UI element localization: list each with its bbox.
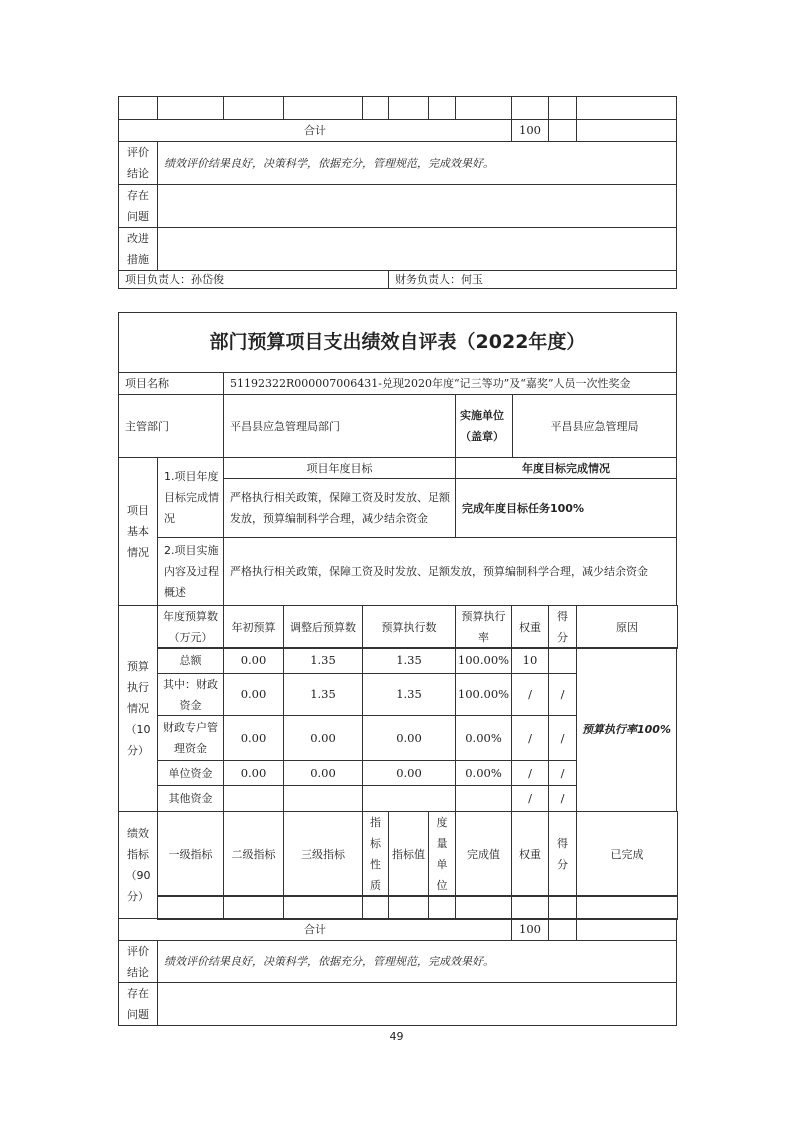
dept-value: 平昌县应急管理局部门 (223, 394, 456, 458)
budget-cell-executed: 0.00 (362, 715, 456, 761)
impl-label: 实施单位（盖章） (455, 394, 513, 458)
budget-cell-adjusted (283, 785, 363, 812)
budget-cell-initial: 0.00 (223, 647, 284, 674)
completion-text: 完成年度目标任务100% (455, 478, 677, 538)
empty-cell (388, 96, 429, 120)
empty-cell (283, 96, 363, 120)
total-weight: 100 (511, 119, 549, 142)
eval-text: 绩效评价结果良好，决策科学，依据充分，管理规范，完成效果好。 (157, 141, 677, 185)
budget-cell-adjusted: 1.35 (283, 673, 363, 716)
perf-header-7: 权重 (511, 811, 549, 897)
budget-cell-weight: 10 (511, 647, 549, 674)
problems-label: 存在问题 (118, 184, 158, 228)
budget-cell-executed: 0.00 (362, 760, 456, 786)
perf-header-1: 二级指标 (223, 811, 284, 897)
budget-cell-weight: / (511, 785, 549, 812)
goal-text: 严格执行相关政策，保障工资及时发放、足额发放，预算编制科学合理，减少结余资金 (223, 478, 456, 538)
perf-header-3: 指标性质 (362, 811, 389, 897)
finance-lead: 财务负责人：何玉 (388, 270, 677, 289)
budget-header-adjusted: 调整后预算数 (283, 605, 363, 649)
form-eval-label: 评价结论 (118, 940, 158, 983)
budget-cell-name: 财政专户管理资金 (157, 715, 224, 761)
budget-cell-adjusted: 0.00 (283, 760, 363, 786)
budget-cell-score: / (548, 785, 577, 812)
budget-cell-executed (362, 785, 456, 812)
form-problems-label: 存在问题 (118, 982, 158, 1026)
form-total-weight: 100 (511, 918, 549, 941)
budget-cell-name: 总额 (157, 647, 224, 674)
form-total-reason (576, 918, 677, 941)
improve-label: 改进措施 (118, 227, 158, 271)
perf-empty-cell (223, 895, 284, 920)
form-total-score (548, 918, 577, 941)
total-label: 合计 (118, 119, 512, 142)
project-lead: 项目负责人：孙岱俊 (118, 270, 389, 289)
budget-cell-executed: 1.35 (362, 647, 456, 674)
dept-label: 主管部门 (118, 394, 224, 458)
budget-cell-weight: / (511, 715, 549, 761)
budget-cell-adjusted: 1.35 (283, 647, 363, 674)
budget-cell-rate: 0.00% (455, 760, 512, 786)
form-eval-text: 绩效评价结果良好，决策科学，依据充分，管理规范，完成效果好。 (157, 940, 677, 983)
budget-reason: 预算执行率100% (576, 647, 677, 812)
budget-cell-rate: 0.00% (455, 715, 512, 761)
budget-header-executed: 预算执行数 (362, 605, 456, 649)
budget-header-rate: 预算执行率 (455, 605, 512, 649)
budget-cell-name: 其他资金 (157, 785, 224, 812)
goal-label: 1.项目年度目标完成情况 (157, 457, 224, 538)
budget-cell-weight: / (511, 760, 549, 786)
budget-cell-score: / (548, 760, 577, 786)
perf-header-0: 一级指标 (157, 811, 224, 897)
budget-cell-rate: 100.00% (455, 647, 512, 674)
empty-cell (455, 96, 512, 120)
budget-cell-score: / (548, 715, 577, 761)
perf-header-8: 得分 (548, 811, 577, 897)
budget-header-initial: 年初预算 (223, 605, 284, 649)
empty-cell (362, 96, 389, 120)
impl-value: 平昌县应急管理局 (512, 394, 677, 458)
budget-cell-initial: 0.00 (223, 760, 284, 786)
problems-text (157, 184, 677, 228)
basic-label: 项目基本情况 (118, 457, 158, 606)
completion-header: 年度目标完成情况 (455, 457, 677, 479)
perf-empty-cell (157, 895, 224, 920)
perf-empty-cell (455, 895, 512, 920)
improve-text (157, 227, 677, 271)
project-name-label: 项目名称 (118, 372, 224, 395)
budget-cell-rate (455, 785, 512, 812)
budget-cell-initial: 0.00 (223, 673, 284, 716)
budget-header-year: 年度预算数（万元） (157, 605, 224, 649)
page-number: 49 (389, 1030, 404, 1043)
budget-label: 预算执行情况（10分） (118, 605, 158, 812)
budget-cell-name: 其中：财政资金 (157, 673, 224, 716)
budget-header-weight: 权重 (511, 605, 549, 649)
perf-header-5: 度量单位 (428, 811, 456, 897)
perf-empty-cell (576, 895, 678, 920)
budget-cell-initial: 0.00 (223, 715, 284, 761)
form-problems-text (157, 982, 677, 1026)
perf-header-2: 三级指标 (283, 811, 363, 897)
budget-cell-executed: 1.35 (362, 673, 456, 716)
empty-cell (511, 96, 549, 120)
perf-empty-cell (511, 895, 549, 920)
budget-header-score: 得分 (548, 605, 577, 649)
empty-cell (223, 96, 284, 120)
perf-empty-cell (283, 895, 363, 920)
empty-cell (118, 96, 158, 120)
perf-header-9: 已完成 (576, 811, 678, 897)
budget-cell-adjusted: 0.00 (283, 715, 363, 761)
budget-header-reason: 原因 (576, 605, 678, 649)
eval-label: 评价结论 (118, 141, 158, 185)
perf-header-4: 指标值 (388, 811, 429, 897)
project-name: 51192322R000007006431-兑现2020年度“记三等功”及“嘉奖”人员一次性奖金 (223, 372, 677, 395)
budget-cell-rate: 100.00% (455, 673, 512, 716)
budget-cell-name: 单位资金 (157, 760, 224, 786)
empty-cell (428, 96, 456, 120)
empty-cell (576, 96, 677, 120)
form-total-label: 合计 (118, 918, 512, 941)
budget-cell-score: / (548, 673, 577, 716)
perf-empty-cell (388, 895, 429, 920)
total-score (548, 119, 577, 142)
perf-empty-cell (548, 895, 577, 920)
budget-cell-weight: / (511, 673, 549, 716)
budget-cell-initial (223, 785, 284, 812)
perf-header-6: 完成值 (455, 811, 512, 897)
total-reason (576, 119, 677, 142)
perf-empty-cell (362, 895, 389, 920)
empty-cell (548, 96, 577, 120)
perf-label: 绩效指标（90分） (118, 811, 158, 919)
empty-cell (157, 96, 224, 120)
impl-content-label: 2.项目实施内容及过程概述 (157, 537, 224, 606)
goal-header: 项目年度目标 (223, 457, 456, 479)
perf-empty-cell (428, 895, 456, 920)
budget-cell-score (548, 647, 577, 674)
form-title: 部门预算项目支出绩效自评表（2022年度） (118, 312, 677, 373)
impl-content-text: 严格执行相关政策，保障工资及时发放、足额发放，预算编制科学合理，减少结余资金 (223, 537, 677, 606)
